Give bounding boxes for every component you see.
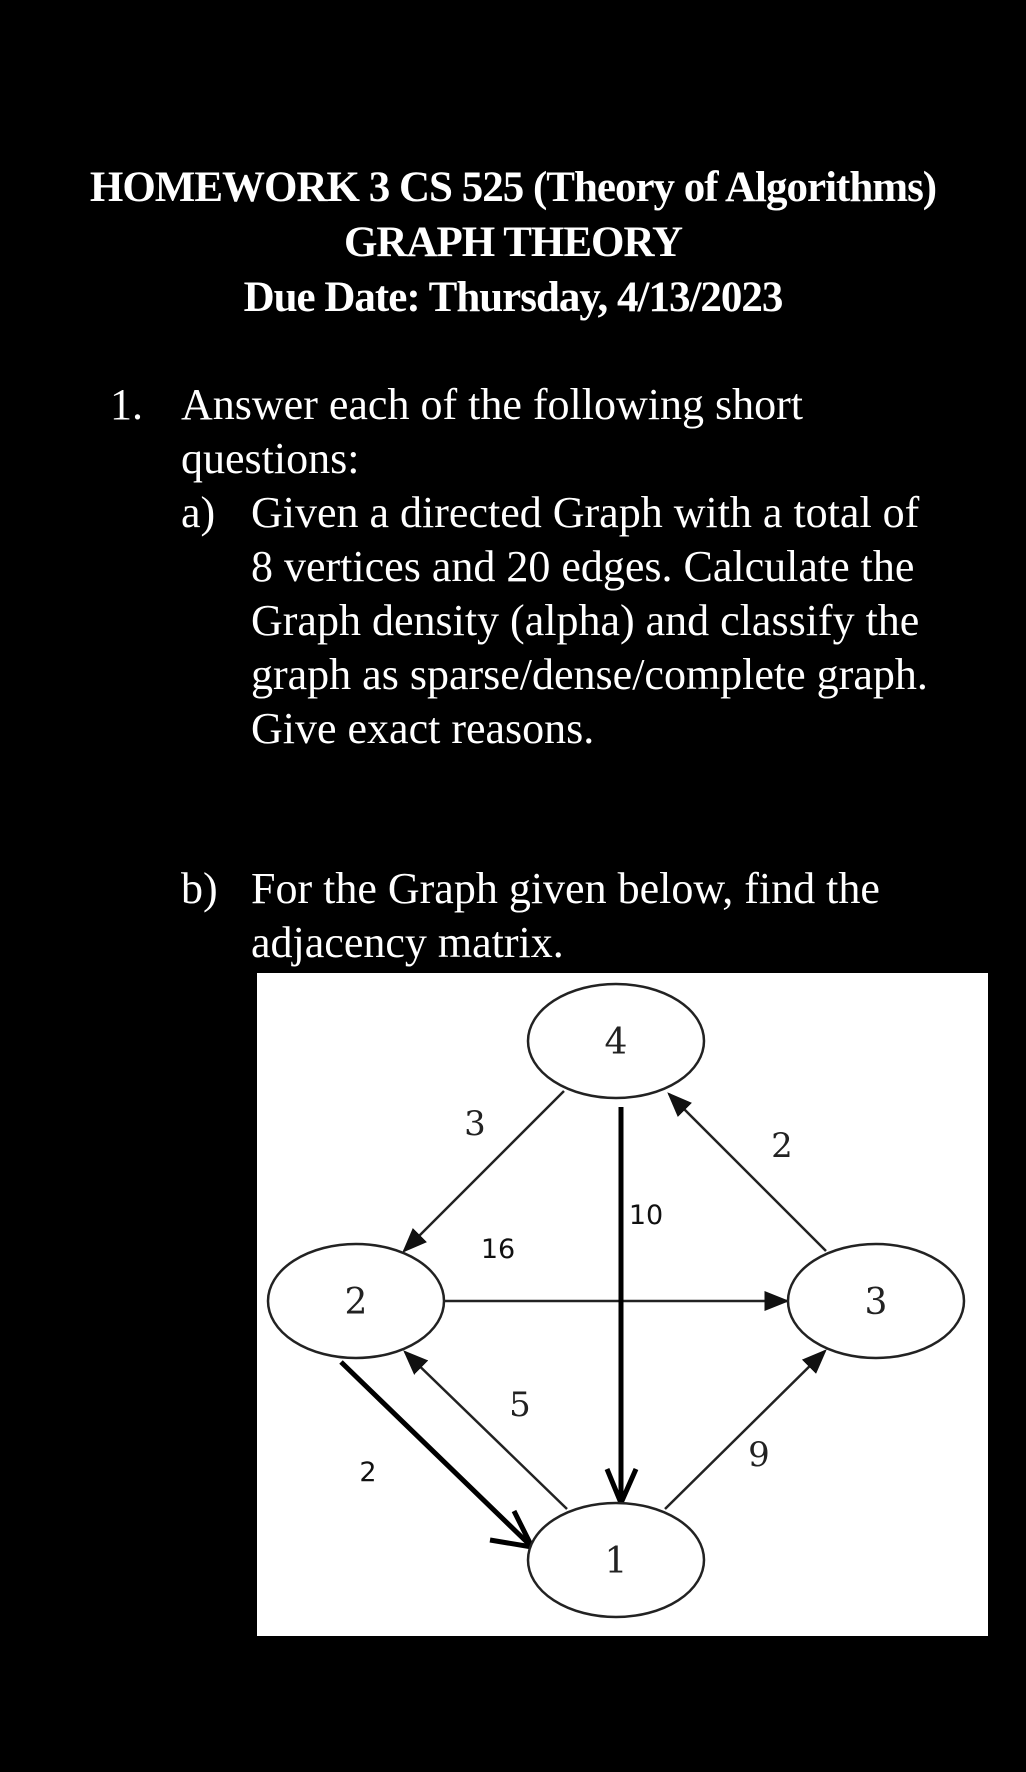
- question-1-number: 1.: [110, 380, 143, 429]
- weight-4-to-2: 3: [464, 1104, 486, 1144]
- weight-3-to-4: 2: [771, 1126, 793, 1166]
- weight-2-to-3: 16: [480, 1234, 516, 1265]
- part-b-line: adjacency matrix.: [251, 918, 564, 967]
- part-a-text: [251, 486, 928, 756]
- document-header: [0, 160, 1026, 325]
- part-a-line: graph as sparse/dense/complete graph.: [251, 650, 928, 699]
- node-4-label: 4: [604, 1022, 628, 1063]
- edge-2-to-1: [341, 1362, 532, 1547]
- edge-1-to-2: [405, 1352, 567, 1509]
- node-3-label: 3: [864, 1282, 888, 1323]
- part-a-line: 8 vertices and 20 edges. Calculate the: [251, 542, 915, 591]
- node-2-label: 2: [344, 1282, 368, 1323]
- weight-1-to-3: 9: [748, 1435, 770, 1475]
- edge-3-to-4: [669, 1094, 826, 1251]
- part-b-text: [251, 862, 880, 970]
- part-a-line: Give exact reasons.: [251, 704, 595, 753]
- weight-1-to-2: 5: [509, 1385, 531, 1425]
- graph-figure: [257, 973, 988, 1636]
- part-a-line: Graph density (alpha) and classify the: [251, 596, 920, 645]
- part-b-line: For the Graph given below, find the: [251, 864, 880, 913]
- graph-diagram: [257, 973, 988, 1636]
- part-a-label: a): [181, 488, 216, 537]
- part-a-line: Given a directed Graph with a total of: [251, 488, 920, 537]
- topic-title: GRAPH THEORY: [343, 219, 683, 266]
- part-b-label: b): [181, 864, 218, 913]
- edge-1-to-3: [665, 1351, 825, 1509]
- question-1-text: Answer each of the following short questions:: [181, 380, 803, 483]
- node-1-label: 1: [604, 1541, 628, 1582]
- weight-4-to-1: 10: [628, 1200, 664, 1231]
- due-date: Due Date: Thursday, 4/13/2023: [243, 274, 783, 321]
- homework-title: HOMEWORK 3 CS 525 (Theory of Algorithms): [89, 164, 937, 211]
- weight-2-to-1: 2: [359, 1457, 377, 1488]
